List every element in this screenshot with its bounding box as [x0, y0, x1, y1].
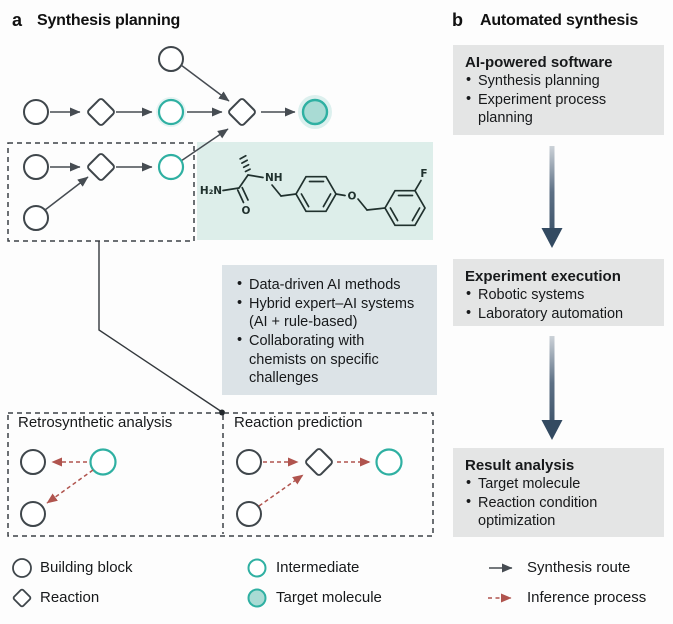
atom-label-amine: H₂N [199, 185, 223, 197]
methods-item: • Hybrid expert–AI systems (AI + rule-based) [236, 295, 419, 331]
inference-arrow [259, 475, 303, 506]
legend-reaction-label: Reaction [40, 589, 100, 606]
reaction-diamond [87, 98, 115, 126]
synthesis-route-arrow [45, 177, 88, 210]
step-item: • Laboratory automation [465, 306, 654, 324]
step-box-experiment-execution [453, 259, 664, 326]
target-molecule-circle [303, 100, 327, 124]
legend-inference-process-label: Inference process [527, 589, 647, 606]
intermediate-circle [377, 450, 402, 475]
step-item: • Robotic systems [465, 287, 654, 305]
reaction-diamond [228, 98, 256, 126]
building-block-circle [24, 206, 48, 230]
panel-b-title: Automated synthesis [480, 12, 639, 29]
ai-methods-box [222, 265, 437, 395]
retrosynthetic-analysis-title: Retrosynthetic analysis [18, 414, 173, 431]
atom-label-nh: NH [265, 172, 283, 184]
connector-line [99, 241, 222, 412]
reaction-prediction-title: Reaction prediction [234, 414, 363, 431]
step-box-result-analysis [453, 448, 664, 537]
synthesis-route-arrow [181, 65, 229, 101]
building-block-circle [237, 502, 261, 526]
legend-target-molecule-label: Target molecule [276, 589, 382, 606]
step-item: • Target molecule [465, 476, 654, 494]
panel-a-title: Synthesis planning [37, 12, 181, 29]
legend-intermediate-icon [249, 560, 266, 577]
intermediate-circle [159, 155, 183, 179]
intermediate-circle [91, 450, 116, 475]
step-item: • Experiment process planning [465, 92, 654, 128]
atom-label-ether-o: O [347, 190, 357, 203]
atom-label-carbonyl-o: O [241, 205, 251, 217]
step-item: • Reaction condition optimization [465, 495, 654, 531]
panel-a-label: a [12, 10, 23, 30]
flow-arrow-head [542, 228, 563, 248]
intermediate-circle [159, 100, 183, 124]
legend-building-block-icon [13, 559, 31, 577]
inference-arrow [47, 470, 93, 503]
reaction-diamond [305, 448, 333, 476]
flow-arrow-head [542, 420, 563, 440]
building-block-circle [21, 450, 45, 474]
building-block-circle [159, 47, 183, 71]
building-block-circle [24, 155, 48, 179]
building-block-circle [21, 502, 45, 526]
step-item: • Synthesis planning [465, 73, 654, 91]
building-block-circle [24, 100, 48, 124]
building-block-circle [237, 450, 261, 474]
methods-item: • Data-driven AI methods [236, 276, 419, 294]
legend-target-molecule-icon [249, 590, 266, 607]
atom-label-fluorine: F [420, 168, 428, 180]
legend-building-block-label: Building block [40, 559, 133, 576]
legend-reaction-icon [13, 589, 31, 607]
step-title: Result analysis [465, 457, 575, 474]
step-box-ai-software [453, 45, 664, 135]
methods-item: • Collaborating with chemists on specific challenges [236, 332, 419, 386]
reaction-diamond [87, 153, 115, 181]
step-title: Experiment execution [465, 268, 621, 285]
step-title: AI-powered software [465, 54, 613, 71]
legend-synthesis-route-label: Synthesis route [527, 559, 631, 576]
panel-b-label: b [452, 10, 463, 30]
legend-intermediate-label: Intermediate [276, 559, 360, 576]
